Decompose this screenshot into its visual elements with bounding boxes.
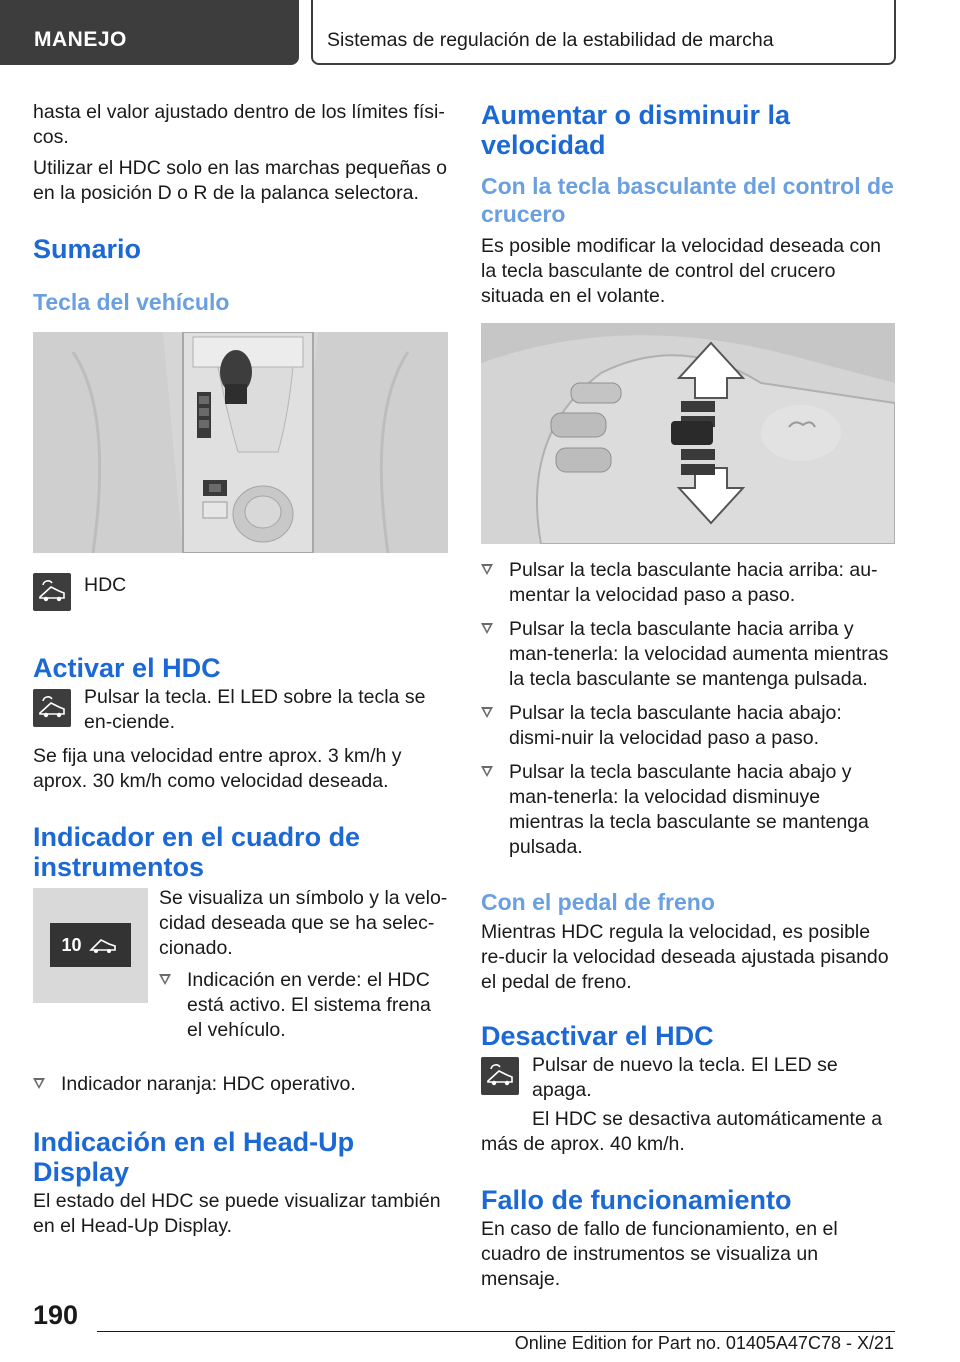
left-column xyxy=(33,100,448,1248)
steering-wheel-figure xyxy=(481,323,895,544)
heading-activar-hdc: Activar el HDC xyxy=(33,653,221,683)
activar-paragraph-2: Se fija una velocidad entre aprox. 3 km/h y aprox. 30 km/h como velocidad deseada. xyxy=(33,745,402,792)
intro-paragraph-2: Utilizar el HDC solo en las marchas pequeñas o en la posición D o R de la palanca selectora. xyxy=(33,157,448,204)
bullet-triangle-icon xyxy=(33,1078,45,1089)
heading-tecla-basculante: Con la tecla basculante del control de crucero xyxy=(481,173,894,227)
bullet-verde: Indicación en verde: el HDC está activo. El sistema frena el vehículo. xyxy=(159,968,448,1043)
desactivar-paragraph-1: Pulsar de nuevo la tecla. El LED se apaga. xyxy=(532,1054,838,1101)
heading-desactivar-hdc: Desactivar el HDC xyxy=(481,1021,714,1051)
desactivar-paragraph-2: El HDC se desactiva automáticamente a más de aprox. 40 km/h. xyxy=(481,1108,883,1155)
bullet-triangle-icon xyxy=(481,766,493,777)
bullet-item: Pulsar la tecla basculante hacia arriba: au‐mentar la velocidad paso a paso. xyxy=(481,558,895,608)
edition-text: Online Edition for Part no. 01405A47C78 - X/21 xyxy=(514,1333,894,1353)
hdc-button-icon xyxy=(481,1057,519,1095)
chapter-label: MANEJO xyxy=(34,28,127,51)
bullet-item: Pulsar la tecla basculante hacia abajo: dismi‐nuir la velocidad paso a paso. xyxy=(481,701,895,751)
heading-fallo: Fallo de funcionamiento xyxy=(481,1185,792,1215)
heading-sumario: Sumario xyxy=(33,234,142,264)
intro-paragraph-1: hasta el valor ajustado dentro de los límites físi‐cos. xyxy=(33,101,445,148)
bullet-list xyxy=(481,558,895,860)
vehicle-console-figure xyxy=(33,332,448,553)
pedal-paragraph: Mientras HDC regula la velocidad, es posible re‐ducir la velocidad deseada ajustada pisando el pedal de freno. xyxy=(481,921,889,993)
heading-pedal-freno: Con el pedal de freno xyxy=(481,889,715,915)
bullet-triangle-icon xyxy=(481,564,493,575)
center-console-illustration xyxy=(33,332,448,553)
indicador-block xyxy=(33,886,448,1066)
indicador-text xyxy=(159,886,448,1043)
hdc-label: HDC xyxy=(84,574,127,596)
section-title: Sistemas de regulación de la estabilidad de marcha xyxy=(327,29,774,51)
hdc-button-icon xyxy=(33,689,71,727)
heading-tecla-vehiculo: Tecla del vehículo xyxy=(33,289,230,315)
bullet-item: Pulsar la tecla basculante hacia abajo y man‐tenerla: la velocidad disminuye mientras la tecla basculante se mantenga pulsada. xyxy=(481,760,895,860)
footer-divider xyxy=(97,1331,895,1332)
heading-indicador-cuadro: Indicador en el cuadro de instrumentos xyxy=(33,822,361,882)
hdc-icon-row xyxy=(33,573,448,613)
heading-head-up: Indicación en el Head-Up Display xyxy=(33,1127,355,1187)
headup-paragraph: El estado del HDC se puede visualizar también en el Head-Up Display. xyxy=(33,1190,441,1237)
fallo-paragraph: En caso de fallo de funcionamiento, en el cuadro de instrumentos se visualiza un mensaje. xyxy=(481,1218,838,1290)
desactivar-icon-row xyxy=(481,1053,895,1103)
indicador-paragraph: Se visualiza un símbolo y la velo‐cidad deseada que se ha selec‐cionado. xyxy=(159,887,448,959)
cluster-speed-value: 10 xyxy=(61,934,82,955)
chapter-tab xyxy=(0,0,299,65)
heading-aumentar-velocidad: Aumentar o disminuir la velocidad xyxy=(481,100,791,160)
bullet-naranja: Indicador naranja: HDC operativo. xyxy=(33,1072,448,1097)
bullet-triangle-icon xyxy=(481,707,493,718)
steering-wheel-illustration xyxy=(481,323,895,544)
bullet-item: Pulsar la tecla basculante hacia arriba y man‐tenerla: la velocidad aumenta mientras la tecla basculante se mantenga pulsada. xyxy=(481,617,895,692)
bullet-triangle-icon xyxy=(481,623,493,634)
bullet-triangle-icon xyxy=(159,974,171,985)
tecla-paragraph: Es posible modificar la velocidad deseada con la tecla basculante de control del crucero situada en el volante. xyxy=(481,235,881,307)
page-number: 190 xyxy=(33,1300,79,1330)
cluster-display xyxy=(50,923,131,967)
activar-paragraph-1: Pulsar la tecla. El LED sobre la tecla se en‐ciende. xyxy=(84,686,426,733)
hdc-button-icon xyxy=(33,573,71,611)
right-column xyxy=(481,100,895,1301)
cluster-indicator-figure xyxy=(33,888,148,1003)
section-tab xyxy=(311,0,896,65)
activar-icon-row xyxy=(33,685,448,735)
hdc-car-icon xyxy=(86,934,120,956)
